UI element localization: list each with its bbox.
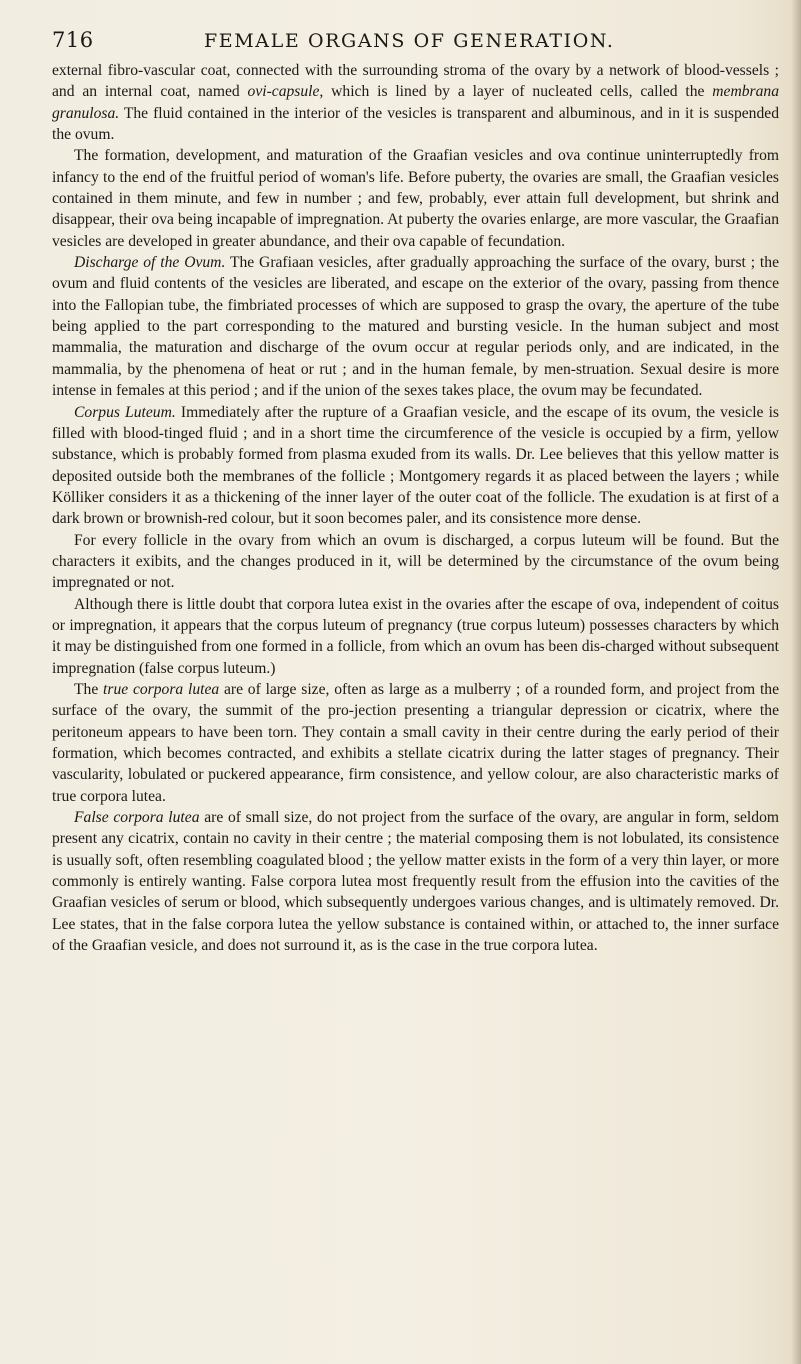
text-run: which is lined by a layer of nucleated cells, called the bbox=[323, 83, 713, 101]
page-number: 716 bbox=[52, 28, 94, 52]
italic-run: False corpora lutea bbox=[74, 809, 200, 827]
paragraph bbox=[52, 530, 779, 594]
paragraph bbox=[52, 252, 779, 401]
page-header bbox=[52, 26, 752, 56]
text-run: The Grafiaan vesicles, after gradually approaching the surface of the ovary, burst ; the ovum and fluid contents of the vesicles are liberated, and escape on the exterior of the ovary, passing from thence into the Fallopian tube, the fimbriated processes of which are supposed to grasp the ovary, the aperture of the tube being applied to the part corresponding to the matured and bursting vesicle. In the human subject and most mammalia, the maturation and discharge of the ovum occur at regular periods only, and are indicated, in the mammalia, by the phenomena of heat or rut ; and in the human female, by men-struation. Sexual desire is more intense in females at this period ; and if the union of the sexes takes place, the ovum may be fecundated. bbox=[52, 254, 779, 400]
running-title: FEMALE ORGANS OF GENERATION. bbox=[204, 30, 615, 52]
italic-run: Discharge of the Ovum. bbox=[74, 254, 226, 272]
text-run: Although there is little doubt that corpora lutea exist in the ovaries after the escape of ova, independent of coitus or impregnation, it appears that the corpus luteum of pregnancy (true corpus luteum) possesses characters by which it may be distinguished from one formed in a follicle, from which an ovum has been dis-charged without subsequent impregnation (false corpus luteum.) bbox=[52, 595, 779, 677]
paragraph bbox=[52, 402, 779, 530]
text-run: The bbox=[74, 680, 104, 698]
text-run: are of small size, do not project from the surface of the ovary, are angular in form, seldom present any cicatrix, contain no cavity in their centre ; the material composing them is not lobulated, its consistence is usually soft, often resembling coagulated blood ; the yellow matter exists in the form of a very thin layer, or more commonly is entirely wanting. False corpora lutea most frequently result from the effusion into the cavities of the Graafian vesicles of serum or blood, which subsequently undergoes various changes, and is ultimately removed. Dr. Lee states, that in the false corpora lutea the yellow substance is contained within, or attached to, the inner surface of the Graafian vesicle, and does not surround it, as is the case in the true corpora lutea. bbox=[52, 809, 779, 955]
paragraph bbox=[52, 60, 779, 145]
text-run: external fibro-vascular coat, connected with the surrounding stroma of the ovary by a network of blood-vessels ; and an internal coat, named bbox=[52, 62, 779, 101]
paragraph bbox=[52, 679, 779, 807]
paragraph bbox=[52, 145, 779, 252]
paragraph bbox=[52, 594, 779, 679]
italic-run: membrana granulosa. bbox=[52, 83, 779, 122]
italic-run: true corpora lutea bbox=[103, 680, 220, 698]
page-edge-shadow bbox=[791, 0, 801, 1364]
text-run: Immediately after the rupture of a Graafian vesicle, and the escape of its ovum, the vesicle is filled with blood-tinged fluid ; and in a short time the circumference of the vesicle is occupied by a firm, yellow substance, which is probably formed from plasma exuded from its walls. Dr. Lee believes that this yellow matter is deposited outside both the membranes of the follicle ; Montgomery regards it as placed between the layers ; while Kölliker considers it as a thickening of the inner layer of the outer coat of the follicle. The exudation is at first of a dark brown or brownish-red colour, but it soon becomes paler, and its consistence more dense. bbox=[52, 403, 779, 528]
text-run: The formation, development, and maturation of the Graafian vesicles and ova continue uninterruptedly from infancy to the end of the fruitful period of woman's life. Before puberty, the ovaries are small, the Graafian vesicles contained in them minute, and few in number ; and few, probably, ever attain full development, but shrink and disappear, their ova being incapable of impregnation. At puberty the ovaries enlarge, are more vascular, the Graafian vesicles are developed in greater abundance, and their ova capable of fecundation. bbox=[52, 147, 779, 250]
italic-run: ovi-capsule, bbox=[247, 83, 324, 101]
text-run: For every follicle in the ovary from which an ovum is discharged, a corpus luteum will be found. But the characters it exibits, and the changes produced in it, will be determined by the circumstance of the ovum being impregnated or not. bbox=[52, 531, 779, 592]
italic-run: Corpus Luteum. bbox=[74, 403, 176, 421]
body-text bbox=[52, 60, 779, 956]
text-run: are of large size, often as large as a mulberry ; of a rounded form, and project from the surface of the ovary, the summit of the pro-jection presenting a triangular depression or cicatrix, where the peritoneum appears to have been torn. They contain a small cavity in their centre during the early period of their formation, which becomes contracted, and exhibits a stellate cicatrix during the latter stages of pregnancy. Their vascularity, lobulated or puckered appearance, firm consistence, and yellow colour, are also characteristic marks of true corpora lutea. bbox=[52, 680, 780, 805]
paragraph bbox=[52, 807, 779, 956]
text-run: The fluid contained in the interior of the vesicles is transparent and albuminous, and in it is suspended the ovum. bbox=[52, 104, 779, 144]
